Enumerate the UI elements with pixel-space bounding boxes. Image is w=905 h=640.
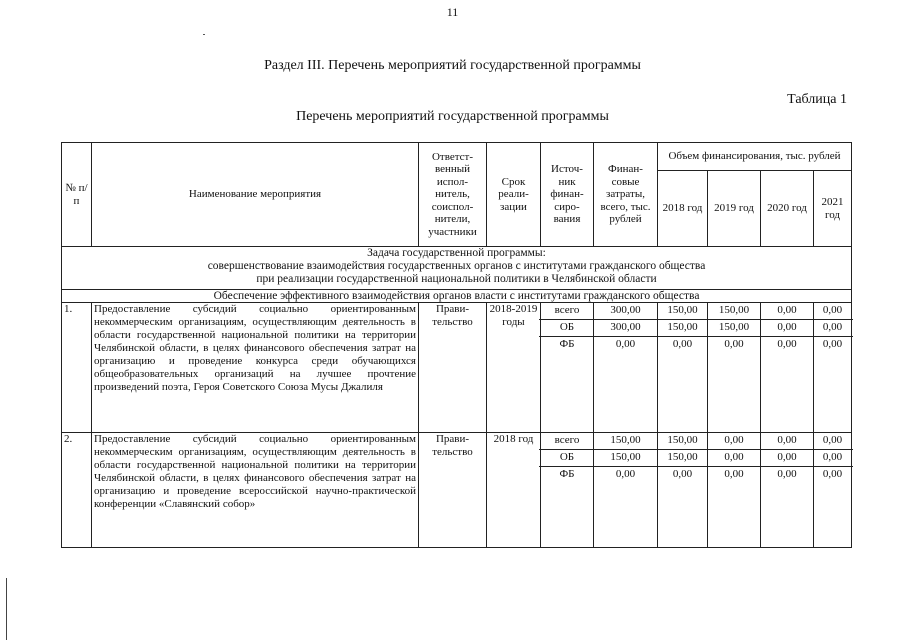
value: 150,00 <box>656 433 709 450</box>
value: 0,00 <box>672 468 693 480</box>
value: 150,00 <box>592 450 659 467</box>
value: 0,00 <box>759 450 815 467</box>
row-2018 <box>658 433 708 548</box>
value: 0,00 <box>724 338 744 350</box>
measures-table <box>61 142 852 548</box>
value: 0,00 <box>812 320 853 337</box>
header-num: № п/п <box>62 143 92 247</box>
value: 0,00 <box>777 468 797 480</box>
section-title: Раздел III. Перечень мероприятий государственной программы <box>264 58 641 73</box>
row-term: 2018 год <box>487 433 541 548</box>
table-number: Таблица 1 <box>787 92 847 107</box>
value: 150,00 <box>656 450 709 467</box>
row-responsible: Прави-тельство <box>419 433 487 548</box>
subheading: Обеспечение эффективного взаимодействия органов власти с институтами гражданского общества <box>62 290 852 303</box>
value: 0,00 <box>759 303 815 320</box>
page-number: 11 <box>446 5 459 19</box>
value: 0,00 <box>822 338 843 350</box>
row-2020 <box>761 303 814 433</box>
source-total: всего <box>539 303 595 320</box>
header-source: Источ-ник финан-сиро-вания <box>541 143 594 247</box>
row-total <box>594 433 658 548</box>
header-year-2019: 2019 год <box>708 171 761 247</box>
row-num: 2. <box>62 433 92 548</box>
row-2018 <box>658 303 708 433</box>
table-title: Перечень мероприятий государственной программы <box>296 109 609 124</box>
header-year-2021: 2021 год <box>814 171 852 247</box>
row-total <box>594 303 658 433</box>
row-2020 <box>761 433 814 548</box>
row-2019 <box>708 303 761 433</box>
value: 0,00 <box>812 433 853 450</box>
value: 150,00 <box>706 320 762 337</box>
value: 0,00 <box>672 338 693 350</box>
table-row <box>62 433 852 548</box>
source-ob: ОБ <box>539 450 595 467</box>
source-fb: ФБ <box>559 338 575 350</box>
value: 150,00 <box>656 320 709 337</box>
row-sources <box>541 433 594 548</box>
scan-margin-line <box>6 578 7 640</box>
row-responsible: Прави-тельство <box>419 303 487 433</box>
value: 150,00 <box>706 303 762 320</box>
value: 300,00 <box>592 303 659 320</box>
value: 0,00 <box>706 433 762 450</box>
table-row <box>62 303 852 433</box>
header-responsible: Ответст-венный испол-нитель, соиспол-нители, участники <box>419 143 487 247</box>
source-fb: ФБ <box>559 468 575 480</box>
value: 0,00 <box>812 303 853 320</box>
value: 0,00 <box>822 468 843 480</box>
header-year-2020: 2020 год <box>761 171 814 247</box>
value: 0,00 <box>615 468 636 480</box>
row-2021 <box>814 303 852 433</box>
scan-speck <box>203 34 205 35</box>
row-name: Предоставление субсидий социально ориентированным некоммерческим организациям, осуществляющим деятельность в области государственной национальной политики на территории Челябинской области, в целях финансового обеспечения затрат на организацию и проведение всероссийской научно-практической конференции «Славянский собор» <box>92 433 419 548</box>
header-term: Срок реали-зации <box>487 143 541 247</box>
source-ob: ОБ <box>539 320 595 337</box>
value: 150,00 <box>656 303 709 320</box>
header-costs: Финан-совые затраты, всего, тыс. рублей <box>594 143 658 247</box>
row-term: 2018-2019 годы <box>487 303 541 433</box>
header-name: Наименование мероприятия <box>92 143 419 247</box>
value: 0,00 <box>812 450 853 467</box>
value: 0,00 <box>615 338 636 350</box>
task-line-3: при реализации государственной национальной политики в Челябинской области <box>256 273 657 285</box>
value: 0,00 <box>759 433 815 450</box>
value: 300,00 <box>592 320 659 337</box>
value: 0,00 <box>777 338 797 350</box>
header-year-2018: 2018 год <box>658 171 708 247</box>
task-cell <box>62 247 852 290</box>
value: 0,00 <box>724 468 744 480</box>
row-name: Предоставление субсидий социально ориентированным некоммерческим организациям, осуществляющим деятельность в области государственной национальной политики на территории Челябинской области, в целях финансового обеспечения затрат на организацию и проведение конкурса среди обучающихся общеобразовательных организаций на лучшее прочтение произведений поэта, Героя Советского Союза Мусы Джалиля <box>92 303 419 433</box>
row-sources <box>541 303 594 433</box>
source-total: всего <box>539 433 595 450</box>
value: 0,00 <box>706 450 762 467</box>
row-2019 <box>708 433 761 548</box>
value: 0,00 <box>759 320 815 337</box>
value: 150,00 <box>592 433 659 450</box>
row-2021 <box>814 433 852 548</box>
row-num: 1. <box>62 303 92 433</box>
task-line-1: Задача государственной программы: <box>367 247 546 259</box>
header-funding-volume: Объем финансирования, тыс. рублей <box>658 143 852 171</box>
task-line-2: совершенствование взаимодействия государственных органов с институтами гражданского общества <box>207 260 706 272</box>
